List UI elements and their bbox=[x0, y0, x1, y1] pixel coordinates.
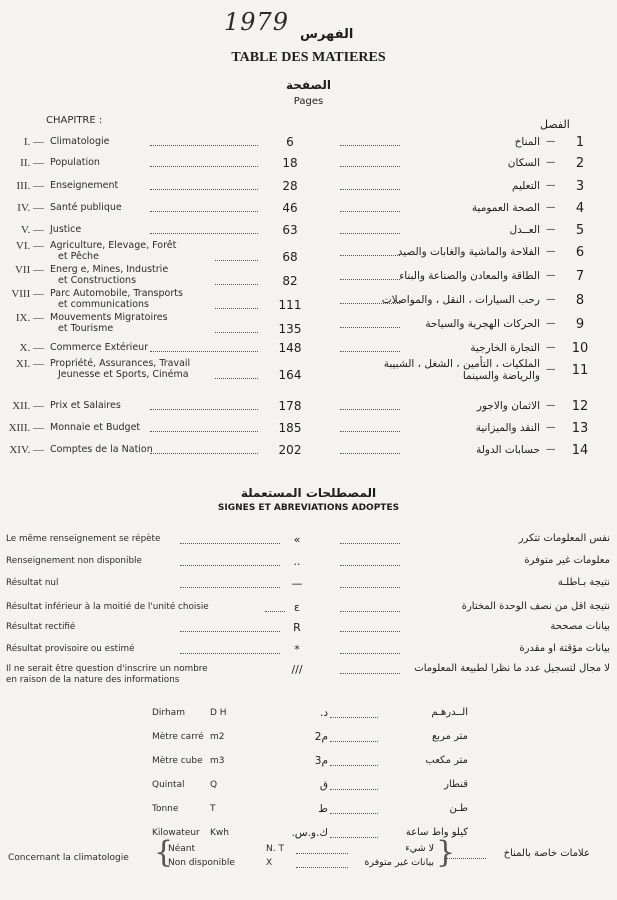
chapter-title-ar: الملكيات ، التأمين ، الشغل ، الشبيبة bbox=[383, 358, 540, 370]
unit-dots bbox=[330, 765, 378, 766]
climato-item-dots bbox=[296, 853, 348, 854]
unit-dots bbox=[330, 813, 378, 814]
chapter-title-fr: et Constructions bbox=[58, 275, 137, 286]
chapter-title-fr: Enseignement bbox=[50, 180, 119, 191]
sign-symbol: .. bbox=[293, 555, 301, 568]
climato-dots bbox=[446, 858, 486, 859]
sign-description-ar: نفس المعلومات تتكرر bbox=[518, 533, 610, 544]
chapter-dots-fr bbox=[150, 431, 258, 432]
chapter-title-ar: المناخ bbox=[514, 136, 540, 148]
chapter-page: 178 bbox=[278, 399, 302, 413]
chapter-dots-ar bbox=[340, 351, 400, 352]
chapter-page: 68 bbox=[282, 250, 298, 264]
chapter-title-fr: et Pêche bbox=[58, 251, 99, 262]
chapter-title-fr: Population bbox=[50, 157, 100, 168]
unit-name-fr: Kilowateur bbox=[152, 828, 200, 838]
chapter-page: 28 bbox=[282, 179, 298, 193]
chapter-roman: IV. — bbox=[17, 202, 44, 214]
chapter-title-fr: Climatologie bbox=[50, 136, 110, 147]
chapter-page: 164 bbox=[278, 368, 302, 382]
chapter-dots-ar bbox=[340, 327, 400, 328]
climato-label: Concernant la climatologie bbox=[8, 853, 129, 863]
sign-dots-fr bbox=[180, 543, 280, 544]
unit-abbr-ar: ق bbox=[319, 779, 328, 791]
pages-arabic: الصفحة bbox=[285, 78, 331, 92]
unit-name-ar: قنطار bbox=[444, 779, 468, 790]
sign-description-ar: نتيجة اقل من نصف الوحدة المختارة bbox=[461, 601, 610, 612]
chapter-roman: II. — bbox=[20, 157, 44, 169]
chapter-dots-fr bbox=[215, 332, 258, 333]
chapter-title-ar: النقد والميزانية bbox=[475, 422, 540, 434]
unit-abbr-ar: د. bbox=[319, 707, 328, 719]
chapter-number: 13 bbox=[571, 421, 589, 436]
sign-description-fr: en raison de la nature des informations bbox=[6, 675, 180, 685]
chapter-page: 202 bbox=[278, 443, 302, 457]
signs-header-french: SIGNES ET ABREVIATIONS ADOPTES bbox=[217, 503, 400, 513]
chapter-dash: — bbox=[546, 202, 556, 213]
chapitre-label: CHAPITRE : bbox=[46, 115, 103, 126]
chapter-dash: — bbox=[546, 318, 556, 329]
chapter-dots-fr bbox=[215, 308, 258, 309]
handwritten-year: 1979 bbox=[224, 8, 290, 36]
sign-description-fr: Il ne serait être question d'inscrire un nombre bbox=[6, 664, 208, 674]
unit-name-ar: الــدرهـم bbox=[431, 707, 468, 718]
chapter-title-fr: Jeunesse et Sports, Cinéma bbox=[58, 369, 189, 380]
chapter-dash: — bbox=[546, 364, 556, 375]
chapter-dots-fr bbox=[150, 211, 258, 212]
unit-name-fr: Tonne bbox=[152, 804, 179, 814]
climato-item-ar: لا شيء bbox=[405, 843, 434, 854]
chapter-title-fr: Monnaie et Budget bbox=[50, 422, 141, 433]
chapter-roman: X. — bbox=[19, 342, 44, 354]
sign-symbol: * bbox=[294, 643, 300, 656]
unit-name-ar: كيلو واط ساعة bbox=[405, 827, 468, 838]
chapter-page: 63 bbox=[282, 223, 298, 237]
chapter-dash: — bbox=[546, 444, 556, 455]
chapter-dots-fr bbox=[150, 166, 258, 167]
unit-abbr-fr: m3 bbox=[210, 756, 225, 766]
chapter-number: 3 bbox=[575, 179, 585, 194]
unit-dots bbox=[330, 741, 378, 742]
unit-abbr-fr: Q bbox=[210, 780, 218, 790]
chapter-title-fr: Justice bbox=[50, 224, 82, 235]
chapter-title-ar: الفلاحة والماشية والغابات والصيد bbox=[397, 246, 540, 258]
chapter-title-ar: حسابات الدولة bbox=[476, 444, 540, 456]
chapter-number: 5 bbox=[575, 223, 585, 238]
sign-symbol: /// bbox=[291, 663, 303, 676]
chapter-page: 6 bbox=[286, 135, 294, 149]
unit-dots bbox=[330, 789, 378, 790]
sign-description-fr: Renseignement non disponible bbox=[6, 556, 142, 566]
chapter-title-fr: et communications bbox=[58, 299, 150, 310]
chapter-page: 111 bbox=[278, 298, 302, 312]
sign-description-ar: بيانات مؤقتة او مقدرة bbox=[519, 643, 610, 654]
chapter-roman: XI. — bbox=[15, 358, 44, 370]
chapter-dots-ar bbox=[340, 279, 400, 280]
sign-description-fr: Résultat inférieur à la moitié de l'unité choisie bbox=[6, 602, 209, 612]
chapter-title-fr: Santé publique bbox=[50, 202, 122, 213]
climato-item-fr: Non disponible bbox=[168, 858, 235, 868]
chapter-title-ar: السكان bbox=[507, 157, 540, 169]
chapter-roman: XII. — bbox=[12, 400, 44, 412]
sign-dots-fr bbox=[180, 587, 280, 588]
chapter-dots-fr bbox=[215, 378, 258, 379]
chapter-page: 185 bbox=[278, 421, 302, 435]
climato-item-dots bbox=[296, 867, 348, 868]
chapter-dash: — bbox=[546, 136, 556, 147]
chapter-number: 10 bbox=[571, 341, 589, 356]
chapter-dash: — bbox=[546, 270, 556, 281]
chapter-title-fr: Commerce Extérieur bbox=[50, 342, 149, 353]
sign-description-fr: Le même renseignement se répète bbox=[6, 534, 161, 544]
chapter-dots-ar bbox=[340, 431, 400, 432]
climato-brace-right: } bbox=[436, 835, 456, 870]
climato-label-arabic: علامات خاصة بالمناخ bbox=[503, 848, 590, 859]
chapter-title-ar: العــدل bbox=[509, 224, 540, 236]
chapter-roman: III. — bbox=[16, 180, 44, 192]
chapter-dots-ar bbox=[340, 145, 400, 146]
chapter-dash: — bbox=[546, 342, 556, 353]
pages-french: Pages bbox=[293, 96, 324, 107]
chapter-title-fr: Comptes de la Nation bbox=[50, 444, 153, 455]
chapter-roman: VIII — bbox=[11, 288, 44, 300]
climato-item-abbr: N. T bbox=[266, 844, 284, 854]
chapter-dots-ar bbox=[340, 189, 400, 190]
sign-symbol: ε bbox=[294, 601, 300, 614]
chapter-dots-fr bbox=[150, 351, 258, 352]
unit-dots bbox=[330, 717, 378, 718]
chapter-number: 6 bbox=[575, 245, 585, 260]
sign-symbol: R bbox=[293, 621, 301, 634]
chapter-dots-fr bbox=[150, 233, 258, 234]
chapter-dash: — bbox=[546, 294, 556, 305]
chapter-number: 14 bbox=[571, 443, 589, 458]
chapter-title-ar: التعليم bbox=[512, 180, 540, 192]
chapter-dash: — bbox=[546, 422, 556, 433]
chapter-title-ar: رحب السيارات ، النقل ، والمواصلات bbox=[381, 294, 540, 306]
unit-abbr-ar: ك.و.س. bbox=[291, 827, 328, 839]
sign-description-fr: Résultat rectifié bbox=[6, 622, 76, 632]
unit-name-fr: Quintal bbox=[152, 780, 185, 790]
chapter-number: 4 bbox=[575, 201, 585, 216]
chapter-dots-ar bbox=[340, 255, 400, 256]
unit-name-fr: Mètre carré bbox=[152, 732, 204, 742]
sign-description-fr: Résultat nul bbox=[6, 578, 59, 588]
sign-description-ar: معلومات غير متوفرة bbox=[524, 555, 610, 566]
sign-dots-fr bbox=[180, 653, 280, 654]
sign-description-fr: Résultat provisoire ou estimé bbox=[6, 644, 135, 654]
signs-header-arabic: المصطلحات المستعملة bbox=[240, 486, 377, 500]
chapter-title-ar: والرياضة والسينما bbox=[462, 370, 540, 382]
chapter-title-fr: Parc Automobile, Transports bbox=[50, 288, 183, 299]
unit-abbr-ar: م2 bbox=[314, 731, 328, 743]
chapter-page: 46 bbox=[282, 201, 298, 215]
chapter-number: 7 bbox=[575, 269, 585, 284]
chapter-roman: I. — bbox=[23, 136, 44, 148]
sign-description-ar: بيانات مصححة bbox=[550, 621, 610, 632]
chapter-page: 135 bbox=[278, 322, 302, 336]
sign-dots-fr bbox=[180, 565, 280, 566]
unit-name-ar: طـن bbox=[449, 803, 468, 814]
chapter-roman: IX. — bbox=[15, 312, 44, 324]
chapter-page: 148 bbox=[278, 341, 302, 355]
chapter-dots-fr bbox=[150, 453, 258, 454]
climato-brace-left: { bbox=[154, 835, 174, 870]
sign-description-ar: نتيجة بـاطلـة bbox=[557, 577, 610, 588]
chapter-dots-ar bbox=[340, 453, 400, 454]
climato-item-abbr: X bbox=[266, 858, 273, 868]
climato-item-ar: بيانات غير متوفرة bbox=[364, 857, 434, 868]
chapter-dots-fr bbox=[215, 260, 258, 261]
fasl-label: الفصل bbox=[540, 118, 570, 131]
chapter-dots-fr bbox=[150, 189, 258, 190]
sign-symbol: « bbox=[293, 533, 301, 546]
unit-name-fr: Dirham bbox=[152, 708, 185, 718]
chapter-dash: — bbox=[546, 246, 556, 257]
chapter-roman: XIII. — bbox=[8, 422, 44, 434]
unit-name-ar: متر مربع bbox=[431, 731, 468, 742]
chapter-dots-ar bbox=[340, 233, 400, 234]
chapter-title-fr: Prix et Salaires bbox=[50, 400, 121, 411]
title-arabic: الفهرس bbox=[300, 27, 354, 42]
chapter-number: 1 bbox=[575, 135, 585, 150]
chapter-title-fr: Propriété, Assurances, Travail bbox=[50, 358, 191, 369]
chapter-title-ar: الحركات الهجرية والسياحة bbox=[425, 318, 540, 330]
unit-name-ar: متر مكعب bbox=[425, 755, 468, 766]
chapter-dots-fr bbox=[215, 284, 258, 285]
unit-abbr-fr: D H bbox=[210, 708, 227, 718]
chapter-dots-ar bbox=[340, 409, 400, 410]
sign-symbol: — bbox=[291, 577, 303, 590]
chapter-roman: VII — bbox=[14, 264, 44, 276]
chapter-dash: — bbox=[546, 180, 556, 191]
unit-abbr-fr: T bbox=[210, 804, 216, 814]
unit-abbr-ar: ط bbox=[318, 803, 328, 815]
chapter-page: 18 bbox=[282, 156, 298, 170]
sign-description-ar: لا مجال لتسجيل عدد ما نظرا لطبيعة المعلومات bbox=[414, 663, 610, 674]
chapter-roman: V. — bbox=[20, 224, 44, 236]
unit-name-fr: Mètre cube bbox=[152, 756, 203, 766]
chapter-dots-ar bbox=[340, 166, 400, 167]
chapter-number: 8 bbox=[575, 293, 585, 308]
chapter-dots-fr bbox=[150, 145, 258, 146]
unit-abbr-ar: م3 bbox=[314, 755, 328, 767]
chapter-number: 11 bbox=[571, 363, 589, 378]
chapter-title-ar: الصحة العمومية bbox=[471, 202, 540, 214]
chapter-dots-ar bbox=[340, 211, 400, 212]
chapter-title-fr: Agriculture, Elevage, Forêt bbox=[50, 240, 177, 251]
chapter-number: 9 bbox=[575, 317, 585, 332]
unit-abbr-fr: m2 bbox=[210, 732, 225, 742]
chapter-number: 2 bbox=[575, 156, 585, 171]
unit-abbr-fr: Kwh bbox=[210, 828, 229, 838]
chapter-roman: XIV. — bbox=[9, 444, 44, 456]
climato-item-fr: Néant bbox=[168, 844, 196, 854]
chapter-number: 12 bbox=[571, 399, 589, 414]
chapter-dots-ar bbox=[340, 303, 400, 304]
chapter-dash: — bbox=[546, 400, 556, 411]
chapter-title-fr: Energ e, Mines, Industrie bbox=[50, 264, 169, 275]
chapter-dash: — bbox=[546, 224, 556, 235]
chapter-page: 82 bbox=[282, 274, 298, 288]
chapter-dash: — bbox=[546, 157, 556, 168]
unit-dots bbox=[330, 837, 378, 838]
sign-dots-fr bbox=[180, 631, 280, 632]
title-french: TABLE DES MATIERES bbox=[231, 50, 386, 65]
chapter-dots-fr bbox=[150, 409, 258, 410]
chapter-title-ar: التجارة الخارجية bbox=[470, 342, 540, 354]
chapter-title-ar: الاثمان والاجور bbox=[476, 400, 540, 412]
chapter-title-fr: et Tourisme bbox=[58, 323, 114, 334]
chapter-title-ar: الطاقة والمعادن والصناعة والبناء bbox=[399, 270, 540, 282]
chapter-roman: VI. — bbox=[15, 240, 44, 252]
chapter-title-fr: Mouvements Migratoires bbox=[50, 312, 168, 323]
